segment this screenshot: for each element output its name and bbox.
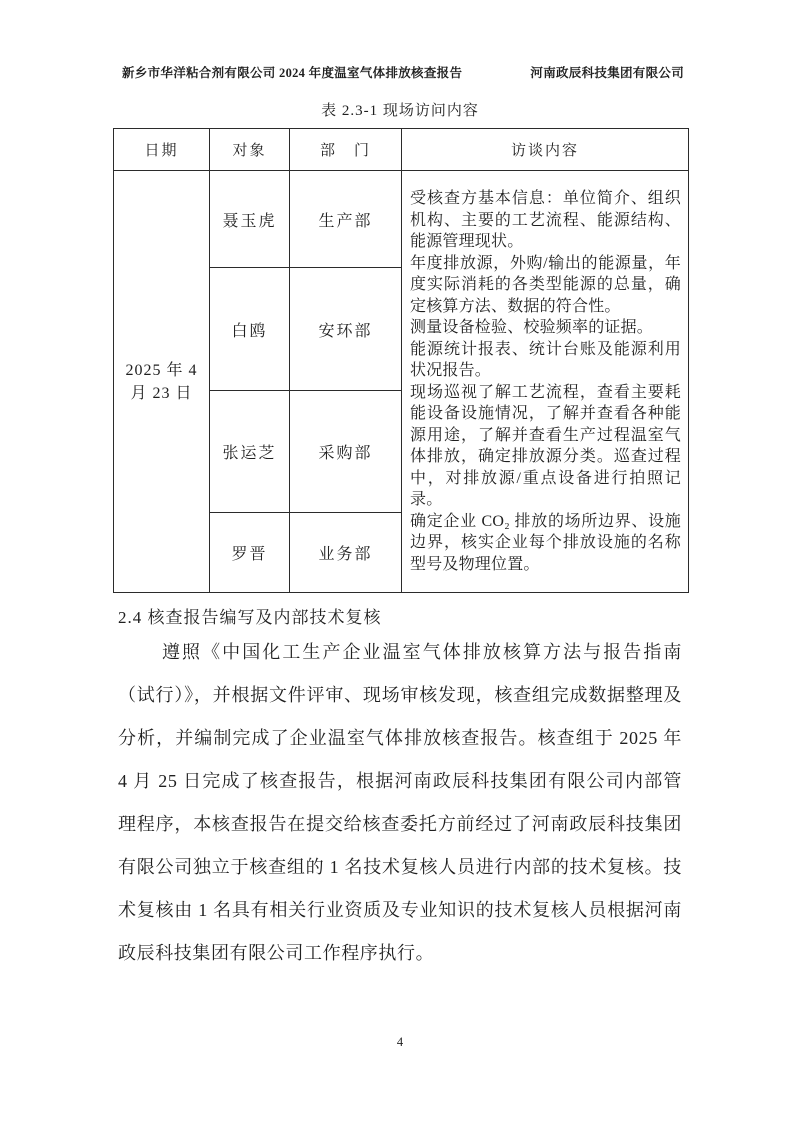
header-company-name: 河南政辰科技集团有限公司 — [530, 66, 684, 80]
interview-paragraph: 能源统计报表、统计台账及能源利用状况报告。 — [410, 340, 681, 379]
date-cell: 2025 年 4 月 23 日 — [114, 171, 210, 593]
column-header-department: 部 门 — [290, 129, 402, 171]
interview-paragraph: 受核查方基本信息：单位简介、组织机构、主要的工艺流程、能源结构、能源管理现状。 — [410, 190, 681, 250]
person-name-cell: 白鸥 — [210, 268, 290, 391]
department-cell: 业务部 — [290, 513, 402, 593]
column-header-person: 对象 — [210, 129, 290, 171]
interview-paragraph: 确定企业 CO₂ 排放的场所边界、设施边界，核实企业每个排放设施的名称型号及物理位置。 — [410, 512, 681, 573]
person-name-cell: 聂玉虎 — [210, 171, 290, 268]
table-header-row — [114, 129, 689, 171]
department-cell: 采购部 — [290, 391, 402, 513]
document-header — [122, 63, 684, 81]
column-header-interview-content: 访谈内容 — [402, 129, 689, 171]
site-visit-table — [113, 128, 689, 593]
table-caption: 表 2.3-1 现场访问内容 — [321, 103, 479, 119]
page-number: 4 — [396, 1035, 404, 1049]
interview-content-cell — [402, 171, 689, 593]
section-heading-2-4: 2.4 核查报告编写及内部技术复核 — [118, 608, 382, 627]
department-cell: 安环部 — [290, 268, 402, 391]
interview-paragraph: 年度排放源，外购/输出的能源量，年度实际消耗的各类型能源的总量，确定核算方法、数据的符合性。 — [410, 254, 681, 315]
table-row — [114, 171, 689, 268]
department-cell: 生产部 — [290, 171, 402, 268]
section-body-paragraph: 遵照《中国化工生产企业温室气体排放核算方法与报告指南（试行）》，并根据文件评审、现场审核发现，核查组完成数据整理及分析，并编制完成了企业温室气体排放核查报告。核查组于 2025 年 4 月 25 日完成了核查报告，根据河南政辰科技集团有限公司内部管理程序，本核查报告在提交给核查委托方前经过了河南政辰科技集团有限公司独立于核查组的 1 名技术复核人员进行内部的技术复核。技术复核由 1 名具有相关行业资质及专业知识的技术复核人员根据河南政辰科技集团有限公司工作程序执行。 — [118, 642, 682, 963]
column-header-date: 日期 — [114, 129, 210, 171]
person-name-cell: 张运芝 — [210, 391, 290, 513]
header-report-title: 新乡市华洋粘合剂有限公司 2024 年度温室气体排放核查报告 — [122, 66, 463, 80]
person-name-cell: 罗晋 — [210, 513, 290, 593]
interview-paragraph: 现场巡视了解工艺流程，查看主要耗能设备设施情况，了解并查看各种能源用途，了解并查看生产过程温室气体排放，确定排放源分类。巡查过程中，对排放源/重点设备进行拍照记录。 — [410, 383, 681, 508]
interview-paragraph: 测量设备检验、校验频率的证据。 — [410, 319, 654, 336]
